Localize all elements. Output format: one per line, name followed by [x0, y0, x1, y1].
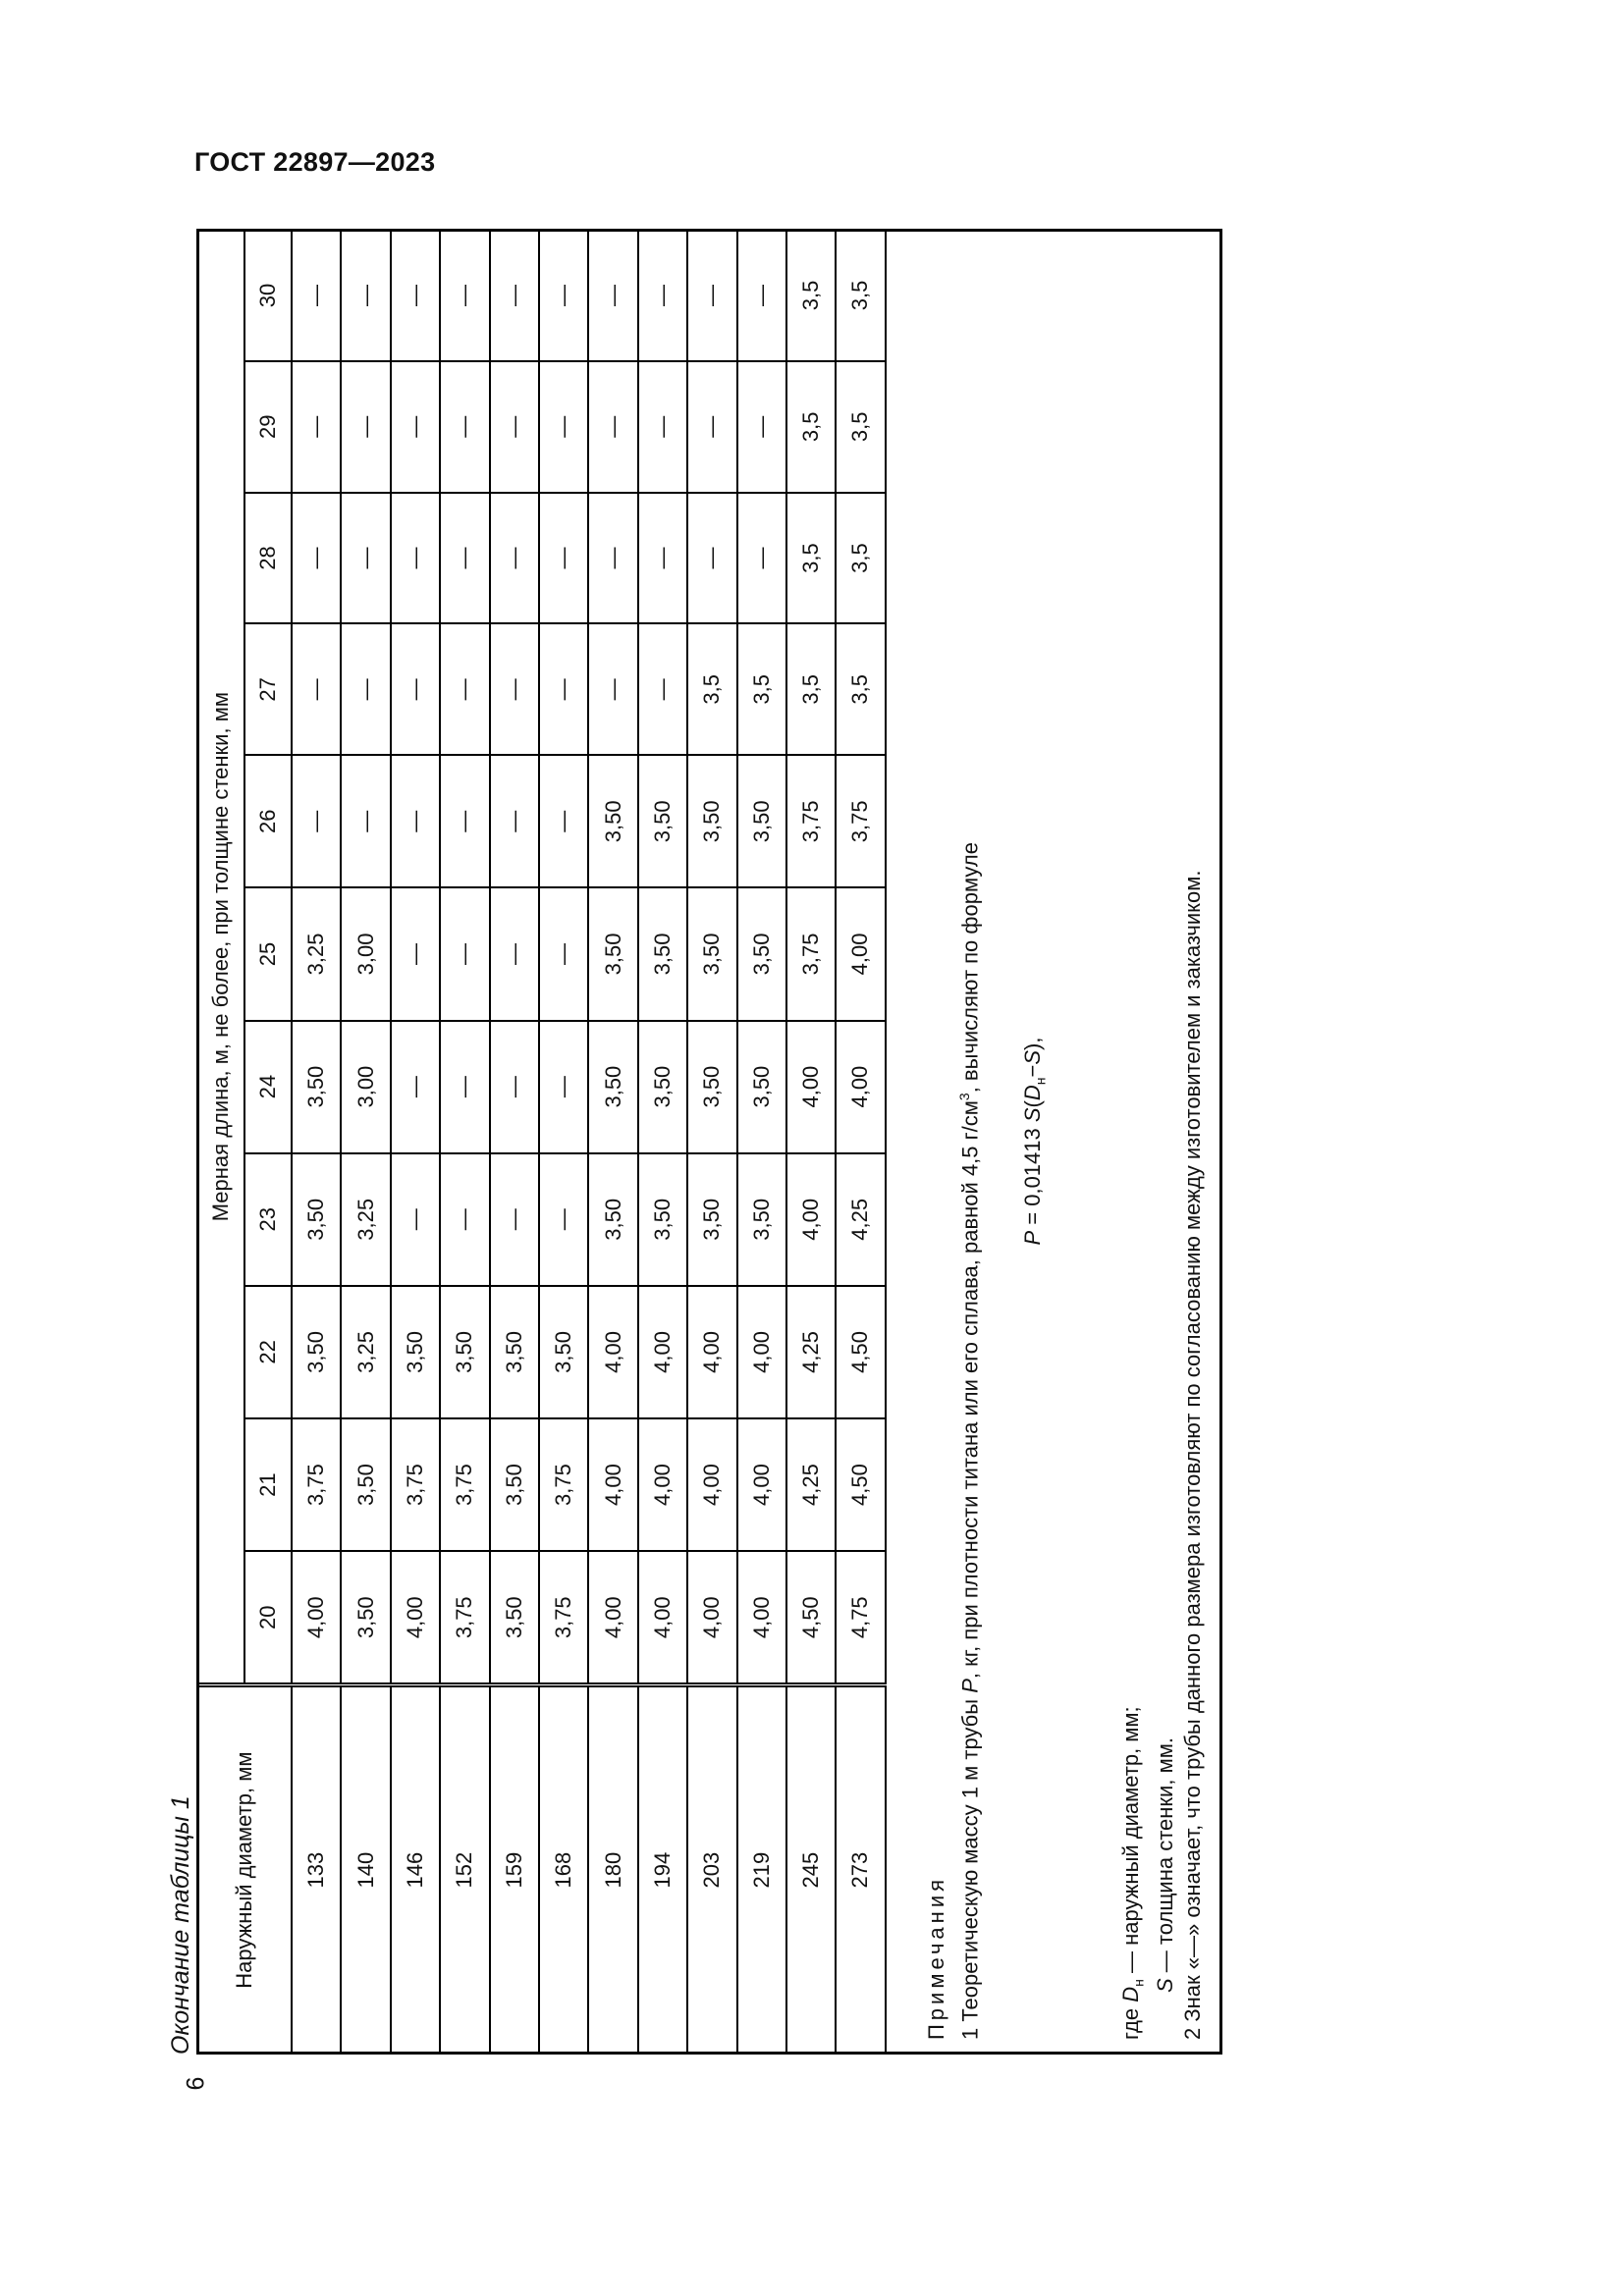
length-cell: —: [341, 493, 390, 624]
length-cell: 3,5: [786, 493, 836, 624]
length-cell: 3,25: [341, 1286, 390, 1418]
length-cell: 3,50: [638, 1021, 687, 1153]
length-cell: —: [539, 1153, 588, 1286]
formula-d: D: [1020, 1085, 1046, 1101]
length-cell: —: [490, 493, 539, 624]
length-cell: 4,00: [786, 1021, 836, 1153]
length-cell: 4,00: [687, 1551, 736, 1685]
length-cell: 3,75: [539, 1418, 588, 1551]
length-cell: 3,50: [292, 1021, 341, 1153]
diameter-cell: 133: [292, 1685, 341, 2054]
length-cell: 3,50: [687, 1153, 736, 1286]
where-s: [1152, 242, 1179, 2040]
table-row: [588, 230, 637, 2054]
length-cell: —: [737, 493, 786, 624]
length-cell: —: [292, 623, 341, 755]
note-1-text: 1 Теоретическую массу 1 м трубы: [957, 1692, 983, 2040]
formula-s: S: [1020, 1107, 1046, 1123]
length-cell: 4,25: [786, 1286, 836, 1418]
diameter-header: Наружный диаметр, мм: [197, 1685, 292, 2054]
length-cell: 4,00: [588, 1418, 637, 1551]
length-cell: 4,00: [687, 1418, 736, 1551]
length-cell: —: [490, 623, 539, 755]
length-cell: 4,00: [737, 1418, 786, 1551]
length-cell: 3,5: [836, 361, 885, 493]
table-caption: Окончание таблицы 1: [167, 1795, 194, 2055]
length-cell: 3,50: [341, 1551, 390, 1685]
formula-coef: = 0,01413: [1020, 1122, 1046, 1231]
diameter-cell: 146: [391, 1685, 440, 2054]
length-cell: 3,50: [687, 1021, 736, 1153]
length-cell: —: [539, 493, 588, 624]
length-cell: 3,50: [737, 887, 786, 1020]
length-cell: —: [440, 230, 489, 361]
length-cell: —: [638, 361, 687, 493]
table-notes: [913, 231, 1222, 2052]
length-cell: —: [341, 755, 390, 887]
length-cell: —: [292, 361, 341, 493]
length-cell: —: [292, 230, 341, 361]
length-cell: 3,50: [292, 1153, 341, 1286]
length-cell: —: [391, 493, 440, 624]
length-cell: —: [588, 493, 637, 624]
length-cell: 4,00: [737, 1286, 786, 1418]
length-cell: 3,25: [341, 1153, 390, 1286]
wall-thickness-col-header: 26: [244, 755, 292, 887]
wall-thickness-col-header: 25: [244, 887, 292, 1020]
wall-thickness-col-header: 23: [244, 1153, 292, 1286]
length-cell: 3,50: [490, 1286, 539, 1418]
table-row: [490, 230, 539, 2054]
length-cell: 3,75: [391, 1418, 440, 1551]
length-cell: —: [737, 230, 786, 361]
length-cell: 3,50: [490, 1551, 539, 1685]
formula-s2: S: [1020, 1049, 1046, 1065]
length-cell: —: [440, 1153, 489, 1286]
length-cell: 3,5: [786, 230, 836, 361]
length-cell: 4,00: [588, 1551, 637, 1685]
length-cell: 4,00: [638, 1551, 687, 1685]
wall-thickness-col-header: 21: [244, 1418, 292, 1551]
mass-formula: [1019, 242, 1054, 2040]
length-cell: 3,75: [836, 755, 885, 887]
length-cell: 3,50: [737, 755, 786, 887]
length-cell: 4,00: [391, 1551, 440, 1685]
length-cell: 3,50: [391, 1286, 440, 1418]
diameter-cell: 159: [490, 1685, 539, 2054]
table-row: [687, 230, 736, 2054]
mass-length-table: [196, 229, 887, 2055]
length-cell: 4,00: [786, 1153, 836, 1286]
table-row: [737, 230, 786, 2054]
length-cell: —: [490, 887, 539, 1020]
length-cell: 3,50: [687, 887, 736, 1020]
length-cell: —: [440, 887, 489, 1020]
length-cell: —: [539, 1021, 588, 1153]
table-row: [440, 230, 489, 2054]
length-cell: 4,00: [687, 1286, 736, 1418]
length-cell: —: [341, 361, 390, 493]
length-cell: 3,00: [341, 1021, 390, 1153]
length-cell: 4,00: [737, 1551, 786, 1685]
length-cell: 3,75: [292, 1418, 341, 1551]
diameter-cell: 194: [638, 1685, 687, 2054]
length-cell: —: [539, 623, 588, 755]
length-cell: 3,75: [786, 755, 836, 887]
length-cell: —: [391, 1153, 440, 1286]
length-cell: —: [539, 755, 588, 887]
page-number: 6: [182, 2076, 210, 2091]
diameter-cell: 152: [440, 1685, 489, 2054]
length-cell: —: [638, 230, 687, 361]
length-cell: —: [292, 493, 341, 624]
formula-minus: −: [1020, 1064, 1046, 1078]
wall-thickness-col-header: 20: [244, 1551, 292, 1685]
wall-thickness-col-header: 30: [244, 230, 292, 361]
document-header: ГОСТ 22897—2023: [194, 147, 436, 177]
length-cell: 3,50: [638, 755, 687, 887]
where-d-sub: н: [1130, 1979, 1147, 1987]
length-cell: —: [539, 887, 588, 1020]
length-cell: 4,00: [292, 1551, 341, 1685]
length-cell: —: [440, 493, 489, 624]
wall-thickness-col-header: 27: [244, 623, 292, 755]
length-cell: 3,50: [638, 887, 687, 1020]
note-1: [950, 242, 984, 2040]
length-cell: —: [490, 755, 539, 887]
length-cell: —: [440, 1021, 489, 1153]
length-cell: —: [292, 755, 341, 887]
length-cell: —: [539, 230, 588, 361]
length-cell: —: [391, 755, 440, 887]
length-cell: 3,75: [440, 1418, 489, 1551]
rotated-table-area: [162, 229, 1252, 2123]
diameter-cell: 273: [836, 1685, 885, 2054]
length-cell: 3,50: [638, 1153, 687, 1286]
length-cell: 4,00: [836, 887, 885, 1020]
note-2: 2 Знак «—» означает, что трубы данного размера изготовляют по согласованию между изготовителем и заказчиком.: [1180, 870, 1206, 2040]
table-row: [292, 230, 341, 2054]
length-cell: 3,5: [687, 623, 736, 755]
length-cell: 4,25: [786, 1418, 836, 1551]
length-cell: —: [687, 361, 736, 493]
length-cell: —: [391, 361, 440, 493]
length-cell: —: [588, 623, 637, 755]
length-cell: —: [490, 361, 539, 493]
length-cell: —: [490, 1153, 539, 1286]
length-cell: 3,5: [836, 230, 885, 361]
length-cell: 3,50: [588, 1021, 637, 1153]
diameter-cell: 245: [786, 1685, 836, 2054]
note-1-text-3: , вычисляют по формуле: [957, 842, 983, 1094]
length-cell: 3,75: [786, 887, 836, 1020]
where-s-var: S: [1153, 1978, 1178, 1993]
length-cell: 3,50: [687, 755, 736, 887]
length-cell: —: [638, 493, 687, 624]
wall-thickness-col-header: 24: [244, 1021, 292, 1153]
length-cell: —: [391, 623, 440, 755]
length-cell: 3,00: [341, 887, 390, 1020]
diameter-cell: 219: [737, 1685, 786, 2054]
formula-paren: (: [1020, 1100, 1046, 1108]
length-cell: —: [440, 361, 489, 493]
where-prefix: где: [1117, 2002, 1143, 2040]
length-cell: —: [341, 623, 390, 755]
formula-close: ),: [1020, 1037, 1046, 1050]
length-cell: 3,25: [292, 887, 341, 1020]
formula-sub: н: [1032, 1077, 1049, 1086]
length-cell: 3,5: [836, 493, 885, 624]
length-cell: —: [687, 230, 736, 361]
length-cell: 4,00: [638, 1418, 687, 1551]
notes-heading: Примечания: [924, 1875, 948, 2040]
length-cell: 4,50: [836, 1286, 885, 1418]
note-1-text-2: , кг, при плотности титана или его сплава, равной 4,5 г/см: [957, 1100, 983, 1680]
length-cell: —: [687, 493, 736, 624]
length-cell: 3,5: [737, 623, 786, 755]
length-cell: 4,50: [836, 1418, 885, 1551]
length-cell: 4,00: [836, 1021, 885, 1153]
length-cell: —: [490, 230, 539, 361]
length-cell: —: [391, 887, 440, 1020]
length-cell: 3,5: [836, 623, 885, 755]
note-1-var: P: [957, 1679, 983, 1693]
length-cell: 3,50: [588, 755, 637, 887]
length-cell: 3,50: [588, 1153, 637, 1286]
table-row: [836, 230, 885, 2054]
length-cell: 3,50: [588, 887, 637, 1020]
length-cell: 3,50: [737, 1021, 786, 1153]
formula-p: P: [1020, 1230, 1046, 1246]
length-cell: —: [440, 755, 489, 887]
table-row: [341, 230, 390, 2054]
length-cell: —: [391, 1021, 440, 1153]
length-cell: 3,50: [490, 1418, 539, 1551]
length-cell: —: [588, 361, 637, 493]
length-cell: 3,5: [786, 623, 836, 755]
diameter-cell: 140: [341, 1685, 390, 2054]
length-cell: 3,75: [539, 1551, 588, 1685]
note-1-sup: 3: [956, 1093, 972, 1101]
table-row: [638, 230, 687, 2054]
where-d: [1117, 242, 1152, 2040]
length-cell: 3,50: [292, 1286, 341, 1418]
length-cell: 3,75: [440, 1551, 489, 1685]
length-cell: 4,75: [836, 1551, 885, 1685]
table-row: [391, 230, 440, 2054]
length-cell: 3,50: [539, 1286, 588, 1418]
length-cell: —: [440, 623, 489, 755]
where-s-text: — толщина стенки, мм.: [1153, 1737, 1178, 1979]
length-header: Мерная длина, м, не более, при толщине стенки, мм: [197, 230, 244, 1685]
table-row: [539, 230, 588, 2054]
wall-thickness-col-header: 28: [244, 493, 292, 624]
length-cell: —: [638, 623, 687, 755]
length-cell: 3,5: [786, 361, 836, 493]
length-cell: —: [490, 1021, 539, 1153]
diameter-cell: 168: [539, 1685, 588, 2054]
length-cell: —: [341, 230, 390, 361]
length-cell: —: [391, 230, 440, 361]
length-cell: 4,50: [786, 1551, 836, 1685]
length-cell: 3,50: [737, 1153, 786, 1286]
length-cell: 4,25: [836, 1153, 885, 1286]
length-cell: —: [539, 361, 588, 493]
length-cell: 3,50: [341, 1418, 390, 1551]
length-cell: —: [588, 230, 637, 361]
table-row: [786, 230, 836, 2054]
length-cell: 4,00: [588, 1286, 637, 1418]
diameter-cell: 180: [588, 1685, 637, 2054]
length-cell: —: [737, 361, 786, 493]
table-frame: [196, 229, 1222, 2055]
table-body: [292, 230, 886, 2054]
length-cell: 3,50: [440, 1286, 489, 1418]
where-d-var: D: [1117, 1986, 1143, 2002]
wall-thickness-col-header: 22: [244, 1286, 292, 1418]
where-d-text: — наружный диаметр, мм;: [1117, 1706, 1143, 1980]
diameter-cell: 203: [687, 1685, 736, 2054]
length-cell: 4,00: [638, 1286, 687, 1418]
wall-thickness-col-header: 29: [244, 361, 292, 493]
